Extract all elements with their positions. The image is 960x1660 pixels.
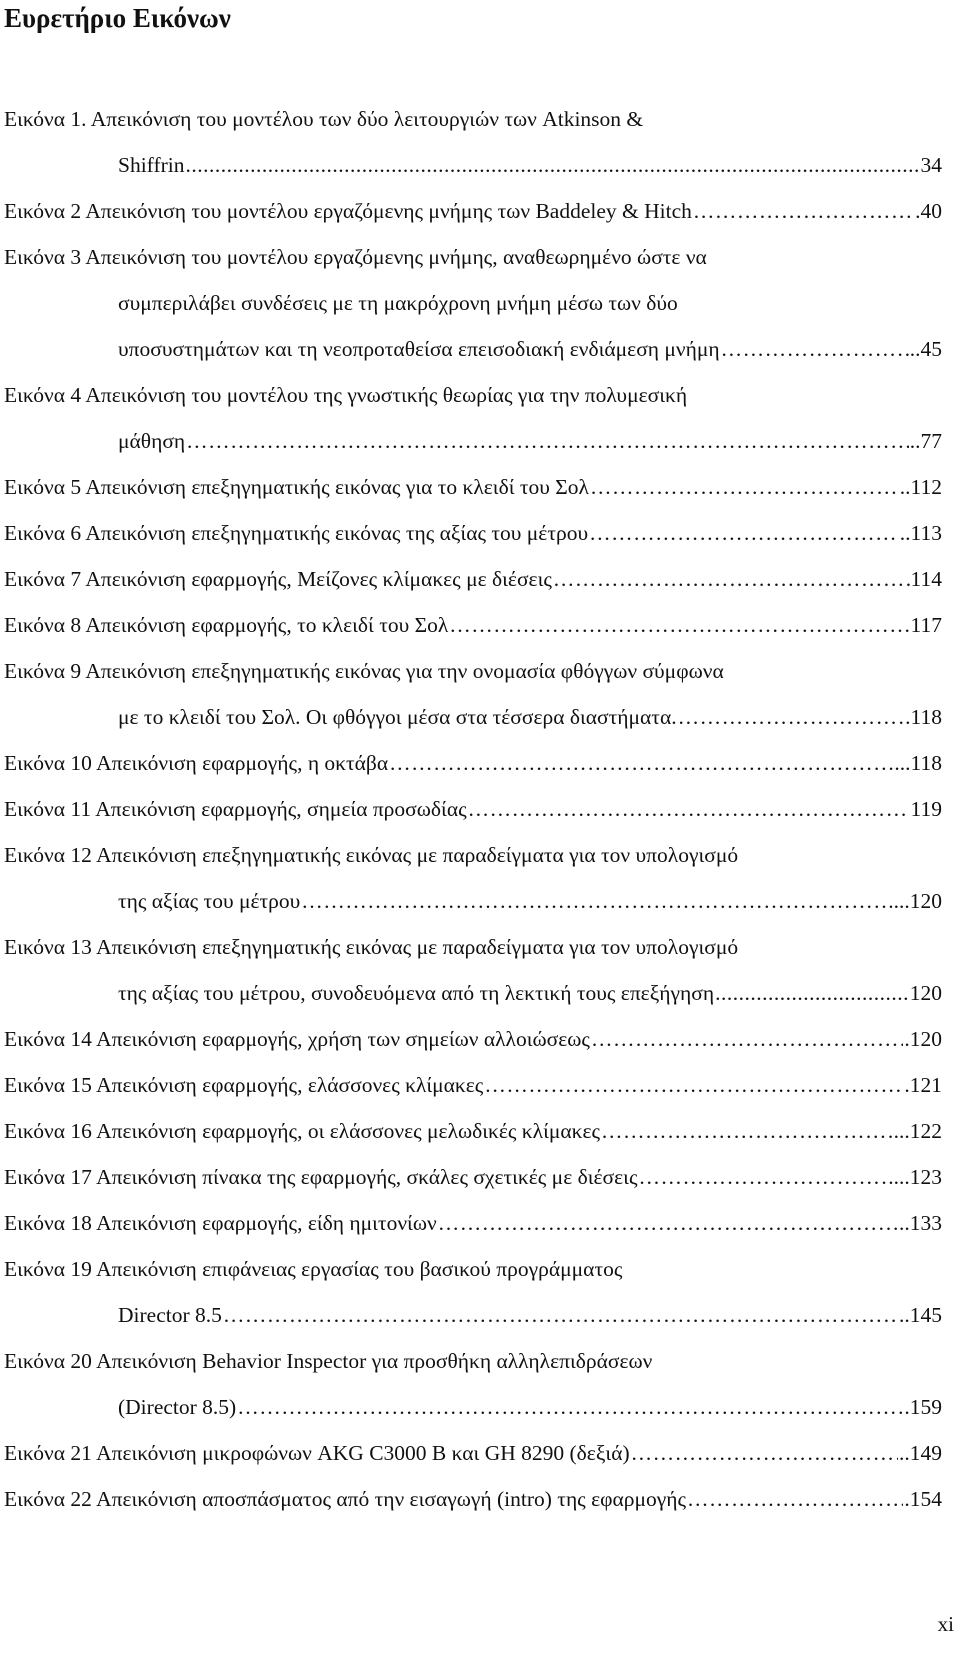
toc-entry-text: υποσυστημάτων και τη νεοπροταθείσα επεισοδιακή ενδιάμεση μνήμη (118, 337, 720, 361)
toc-page-number: 114 (910, 567, 942, 591)
toc-page-number: ...118 (894, 751, 942, 775)
toc-page-number: 34 (920, 153, 942, 177)
dot-leader (693, 188, 914, 234)
dot-leader (449, 602, 909, 648)
dot-leader (631, 1430, 898, 1476)
toc-entry (4, 510, 942, 556)
figure-index-list (4, 96, 942, 1522)
dot-leader (553, 556, 910, 602)
toc-page-number: .159 (904, 1395, 942, 1419)
toc-entry-text: Εικόνα 15 Απεικόνιση εφαρμογής, ελάσσονες κλίμακες (4, 1073, 484, 1097)
toc-entry (4, 786, 942, 832)
toc-entry-text: με το κλειδί του Σολ. Οι φθόγγοι μέσα στα τέσσερα διαστήματα. (118, 705, 677, 729)
toc-entry-text: Εικόνα 10 Απεικόνιση εφαρμογής, η οκτάβα (4, 751, 389, 775)
toc-entry-text: Εικόνα 6 Απεικόνιση επεξηγηματικής εικόνας της αξίας του μέτρου (4, 521, 589, 545)
toc-entry-text: συμπεριλάβει συνδέσεις με τη μακρόχρονη μνήμη μέσω των δύο (118, 291, 678, 315)
toc-entry (4, 924, 942, 1016)
toc-page-number: ..113 (899, 521, 942, 545)
dot-leader (301, 878, 887, 924)
toc-page-number: 117 (910, 613, 942, 637)
toc-entry (4, 740, 942, 786)
toc-entry (4, 1016, 942, 1062)
toc-entry (4, 234, 942, 372)
dot-leader (186, 418, 909, 464)
toc-entry-text: Εικόνα 19 Απεικόνιση επιφάνειας εργασίας του βασικού προγράμματος (4, 1257, 623, 1281)
toc-entry-text: της αξίας του μέτρου, συνοδευόμενα από τη λεκτική τους επεξήγηση (118, 981, 715, 1005)
toc-page-number: .118 (905, 705, 942, 729)
toc-entry (4, 556, 942, 602)
toc-entry-text: Εικόνα 22 Απεικόνιση αποσπάσματος από την εισαγωγή (intro) της εφαρμογής (4, 1487, 687, 1511)
toc-entry-text: Εικόνα 8 Απεικόνιση εφαρμογής, το κλειδί του Σολ (4, 613, 449, 637)
toc-page-number: ....120 (888, 889, 942, 913)
page-title: Ευρετήριο Εικόνων (4, 3, 231, 33)
dot-leader (601, 1108, 893, 1154)
toc-entry-text: Εικόνα 5 Απεικόνιση επεξηγηματικής εικόνας για το κλειδί του Σολ (4, 475, 589, 499)
dot-leader (468, 786, 910, 832)
toc-entry (4, 1200, 942, 1246)
toc-entry-text: Εικόνα 4 Απεικόνιση του μοντέλου της γνωστικής θεωρίας για την πολυμεσική (4, 383, 688, 407)
dot-leader (589, 510, 899, 556)
toc-entry-text: Εικόνα 14 Απεικόνιση εφαρμογής, χρήση των σημείων αλλοιώσεως (4, 1027, 590, 1051)
toc-entry-text: Εικόνα 12 Απεικόνιση επεξηγηματικής εικόνας με παραδείγματα για τον υπολογισμό (4, 843, 739, 867)
toc-entry-text: μάθηση (118, 429, 186, 453)
toc-page-number: ..77 (909, 429, 942, 453)
toc-entry-text: Εικόνα 18 Απεικόνιση εφαρμογής, είδη ημιτονίων (4, 1211, 437, 1235)
toc-entry-text: Εικόνα 20 Απεικόνιση Behavior Inspector για προσθήκη αλληλεπιδράσεων (4, 1349, 653, 1373)
toc-entry-text: Εικόνα 7 Απεικόνιση εφαρμογής, Μείζονες κλίμακες με διέσεις (4, 567, 552, 591)
toc-entry-text: Εικόνα 3 Απεικόνιση του μοντέλου εργαζόμενης μνήμης, αναθεωρημένο ώστε να (4, 245, 707, 269)
toc-entry-text: (Director 8.5) (118, 1395, 237, 1419)
toc-page-number: ..133 (899, 1211, 942, 1235)
toc-page-number: ..112 (899, 475, 942, 499)
toc-entry (4, 1246, 942, 1338)
toc-entry-text: Εικόνα 13 Απεικόνιση επεξηγηματικής εικόνας με παραδείγματα για τον υπολογισμό (4, 935, 739, 959)
toc-entry-text: Εικόνα 21 Απεικόνιση μικροφώνων AKG C3000 B και GH 8290 (δεξιά) (4, 1441, 630, 1465)
dot-leader (715, 970, 909, 1016)
toc-entry (4, 96, 942, 188)
toc-entry (4, 1338, 942, 1430)
dot-leader (638, 1154, 887, 1200)
toc-entry-text: Εικόνα 2 Απεικόνιση του μοντέλου εργαζόμενης μνήμης των Baddeley & Hitch (4, 199, 692, 223)
toc-entry (4, 1476, 942, 1522)
toc-entry (4, 464, 942, 510)
dot-leader (484, 1062, 903, 1108)
dot-leader (721, 326, 909, 372)
toc-entry-text: Εικόνα 1. Απεικόνιση του μοντέλου των δύο λειτουργιών των Atkinson & (4, 107, 644, 131)
dot-leader (590, 464, 899, 510)
toc-entry (4, 1154, 942, 1200)
dot-leader (237, 1384, 903, 1430)
toc-page-number: .120 (904, 1027, 942, 1051)
toc-page-number: .154 (904, 1487, 942, 1511)
dot-leader (389, 740, 893, 786)
toc-entry-text: Director 8.5 (118, 1303, 222, 1327)
page-number: xi (937, 1612, 954, 1636)
toc-page-number: ....123 (888, 1165, 942, 1189)
toc-entry-text: Εικόνα 11 Απεικόνιση εφαρμογής, σημεία προσωδίας (4, 797, 467, 821)
toc-page-number: 119 (910, 797, 942, 821)
toc-entry (4, 648, 942, 740)
toc-entry (4, 602, 942, 648)
toc-entry-text: Shiffrin (118, 153, 185, 177)
dot-leader (223, 1292, 898, 1338)
toc-page-number: .121 (904, 1073, 942, 1097)
toc-page-number: ...122 (893, 1119, 942, 1143)
toc-entry-text: Εικόνα 17 Απεικόνιση πίνακα της εφαρμογής, σκάλες σχετικές με διέσεις (4, 1165, 638, 1189)
dot-leader (591, 1016, 903, 1062)
dot-leader (678, 694, 905, 740)
toc-page-number: .40 (915, 199, 942, 223)
toc-entry (4, 1108, 942, 1154)
toc-page-number: ..45 (909, 337, 942, 361)
toc-entry (4, 832, 942, 924)
toc-entry-text: της αξίας του μέτρου (118, 889, 301, 913)
toc-page-number: ..149 (899, 1441, 942, 1465)
dot-leader (438, 1200, 898, 1246)
toc-entry (4, 1430, 942, 1476)
toc-entry (4, 1062, 942, 1108)
dot-leader (687, 1476, 903, 1522)
toc-page-number: 120 (909, 981, 942, 1005)
toc-entry-text: Εικόνα 16 Απεικόνιση εφαρμογής, οι ελάσσονες μελωδικές κλίμακες (4, 1119, 601, 1143)
dot-leader (186, 142, 920, 188)
toc-entry (4, 188, 942, 234)
toc-entry-text: Εικόνα 9 Απεικόνιση επεξηγηματικής εικόνας για την ονομασία φθόγγων σύμφωνα (4, 659, 724, 683)
toc-page-number: ..145 (899, 1303, 942, 1327)
toc-entry (4, 372, 942, 464)
